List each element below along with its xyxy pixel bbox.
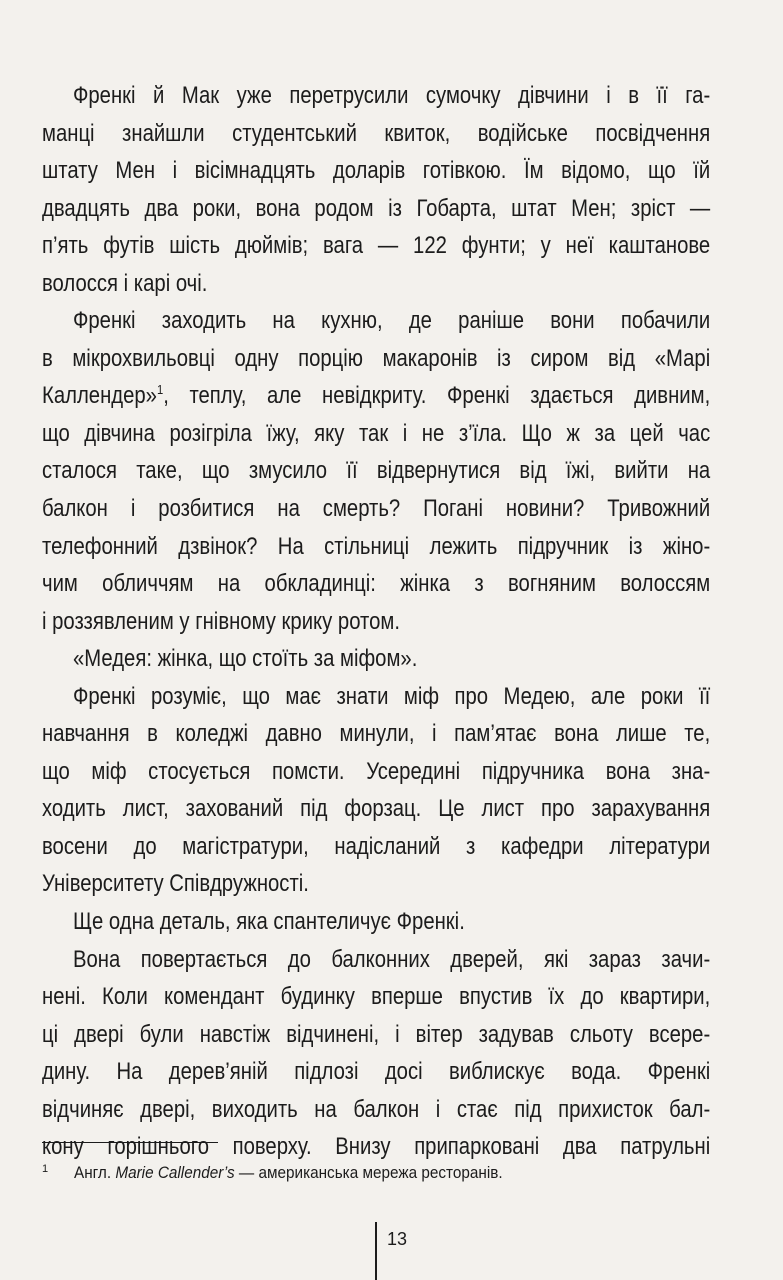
footnote-prefix: Англ. xyxy=(74,1163,116,1182)
text-line: манці знайшли студентський квиток, водійське посвідчення xyxy=(42,120,711,147)
text-line: п’ять футів шість дюймів; вага — 122 фунти; у неї каштанове xyxy=(42,233,711,260)
footnote-italic: Marie Callender’s xyxy=(115,1163,235,1182)
text-line: штату Мен і вісімнадцять доларів готівкою. Їм відомо, що їй xyxy=(42,158,711,185)
text-line: «Медея: жінка, що стоїть за міфом». xyxy=(72,646,418,673)
text-line: Френкі заходить на кухню, де раніше вони побачили xyxy=(72,308,711,335)
text-line: сталося таке, що змусило її відвернутися від їжі, вийти на xyxy=(42,458,711,485)
text-line: волосся і карі очі. xyxy=(42,270,208,297)
footnote-number: 1 xyxy=(42,1163,49,1175)
page-number-bar xyxy=(375,1222,377,1280)
text-line: відчиняє двері, виходить на балкон і стає під прихисток бал- xyxy=(42,1096,711,1123)
text-line: навчання в коледжі давно минули, і пам’ятає вона лише те, xyxy=(42,721,711,748)
text-line: в мікрохвильовці одну порцію макаронів із сиром від «Марі xyxy=(42,345,711,372)
text-line: кону горішнього поверху. Внизу припарковані два патрульні xyxy=(42,1134,711,1161)
text-line: Френкі розуміє, що має знати міф про Медею, але роки її xyxy=(72,683,711,710)
text-line: ці двері були навстіж відчинені, і вітер задував сльоту всере- xyxy=(42,1021,711,1048)
page-number: 13 xyxy=(387,1229,408,1249)
text-line: Ще одна деталь, яка спантеличує Френкі. xyxy=(72,909,465,936)
footnote xyxy=(42,1158,702,1184)
text-line: чим обличчям на обкладинці: жінка з вогняним волоссям xyxy=(42,571,711,598)
text-line: що міф стосується помсти. Усередині підручника вона зна- xyxy=(42,758,711,785)
text-line: дину. На дерев’яній підлозі досі виблискує вода. Френкі xyxy=(42,1059,711,1086)
text-line: що дівчина розігріла їжу, яку так і не з’їла. Що ж за цей час xyxy=(42,420,711,447)
text-line: Френкі й Мак уже перетрусили сумочку дівчини і в її га- xyxy=(72,83,711,109)
footnote-reference: 1 xyxy=(156,382,164,398)
text-line: нені. Коли комендант будинку вперше впустив їх до квартири, xyxy=(42,984,711,1011)
text-line: телефонний дзвінок? На стільниці лежить підручник із жіно- xyxy=(42,533,711,560)
text-line: Каллендер»$^1$, теплу, але невідкриту. Френкі здається дивним, xyxy=(42,382,711,410)
text-line: балкон і розбитися на смерть? Погані новини? Тривожний xyxy=(42,496,711,523)
footnote-text xyxy=(74,1162,503,1184)
text-line: восени до магістратури, надісланий з кафедри літератури xyxy=(42,833,711,860)
body-text xyxy=(42,78,710,1167)
text-line: і роззявленим у гнівному крику ротом. xyxy=(42,608,401,635)
footnote-suffix: — американська мережа ресторанів. xyxy=(234,1163,503,1182)
text-line: ходить лист, захований під форзац. Це лист про зарахування xyxy=(42,796,711,823)
text-line: двадцять два роки, вона родом із Гобарта, штат Мен; зріст — xyxy=(42,195,711,222)
text-line: Університету Співдружності. xyxy=(42,871,309,898)
text-line: Вона повертається до балконних дверей, які зараз зачи- xyxy=(72,946,711,973)
footnote-divider xyxy=(42,1142,218,1143)
